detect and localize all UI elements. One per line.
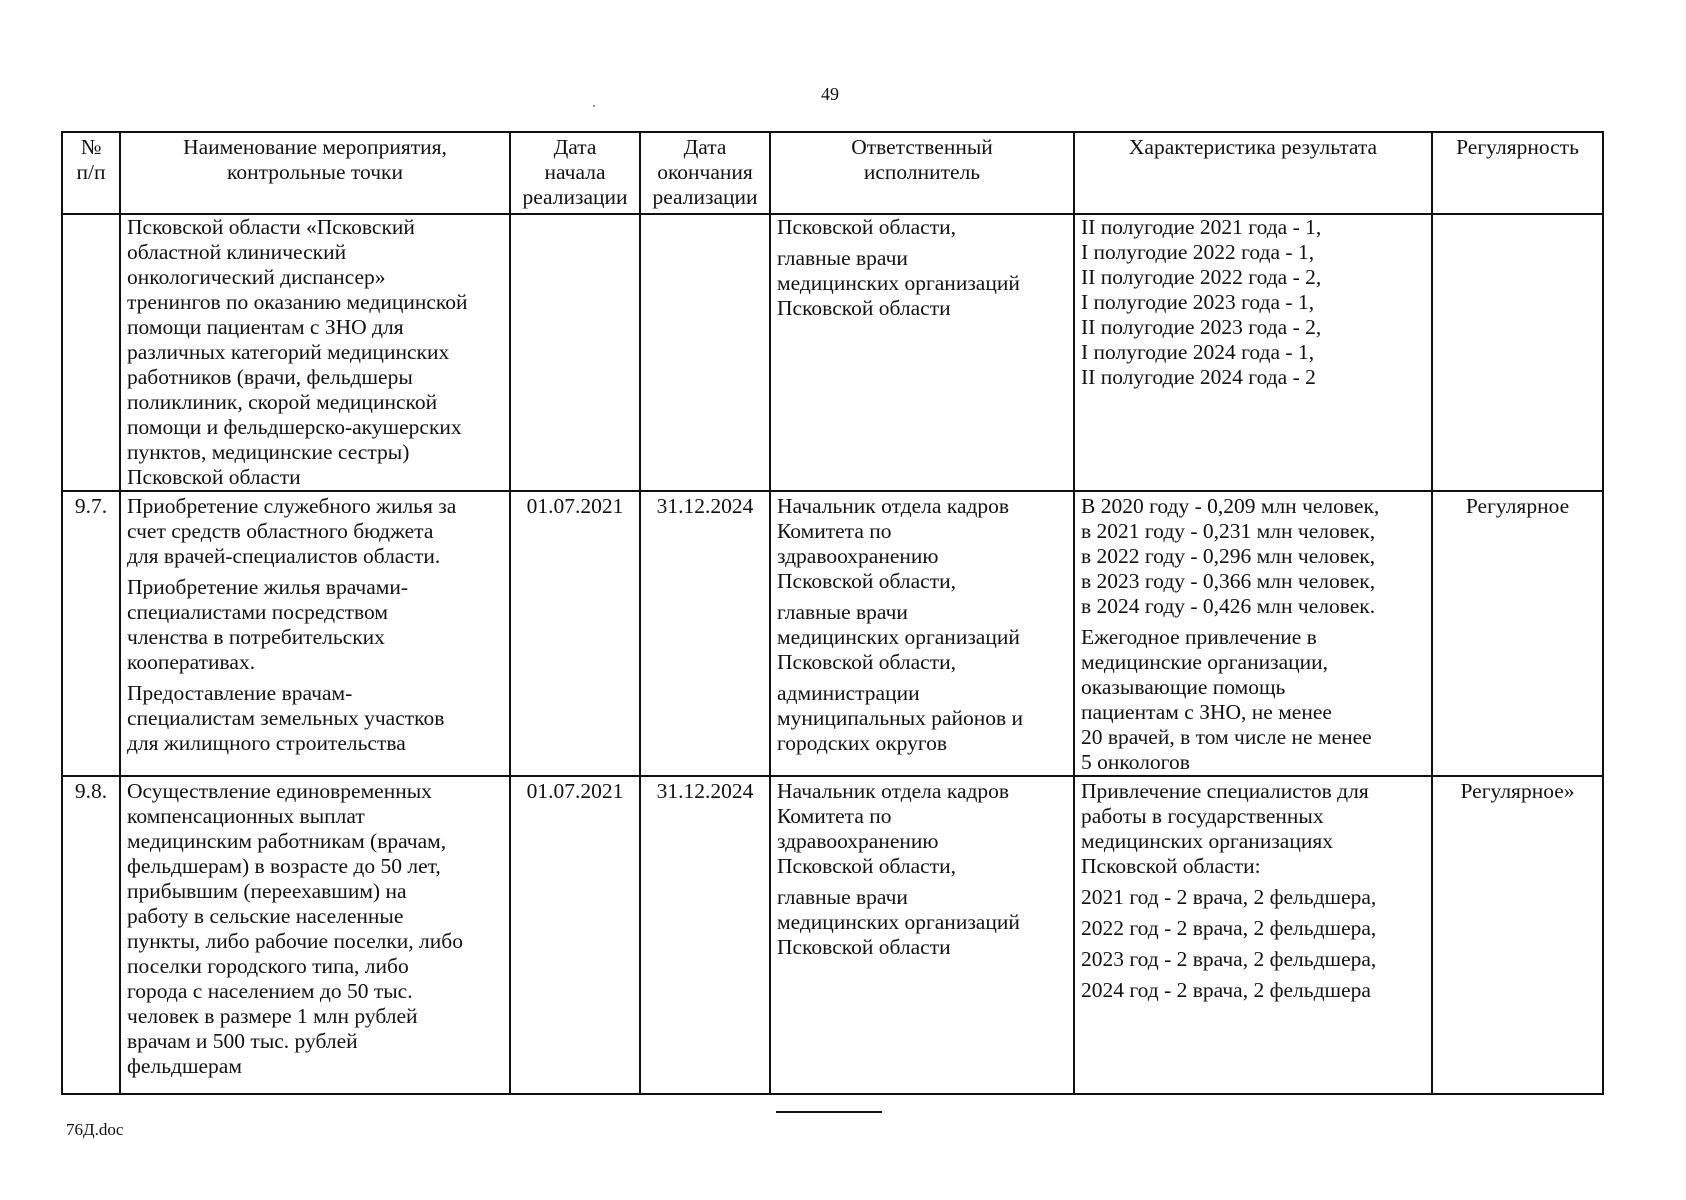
- responsible-executor-line: главные врачи: [777, 246, 908, 270]
- responsible-executor: [770, 776, 1074, 1094]
- result-description-paragraph: [1081, 215, 1425, 390]
- activity-name-line: специалистам земельных участков: [127, 706, 445, 730]
- activity-name-line: города с населением до 50 тыс.: [127, 979, 413, 1003]
- responsible-executor-line: Псковской области: [777, 935, 951, 959]
- result-description: [1074, 491, 1432, 776]
- activity-name: [120, 214, 510, 491]
- activity-name-line: специалистами посредством: [127, 600, 388, 624]
- responsible-executor-line: главные врачи: [777, 885, 908, 909]
- responsible-executor-line: Псковской области,: [777, 650, 956, 674]
- scan-speck: [593, 105, 595, 107]
- result-description-line: медицинские организации,: [1081, 650, 1329, 674]
- activity-name-line: фельдшерам) в возрасте до 50 лет,: [127, 854, 441, 878]
- activity-name-line: счет средств областного бюджета: [127, 519, 434, 543]
- result-description-line: Привлечение специалистов для: [1081, 779, 1369, 803]
- row-number: 9.8.: [62, 776, 120, 1094]
- header-name-line: Наименование мероприятия,: [183, 135, 447, 159]
- activity-name-line: кооперативах.: [127, 650, 256, 674]
- result-description-line: Псковской области:: [1081, 854, 1261, 878]
- activity-name-line: поселки городского типа, либо: [127, 954, 409, 978]
- responsible-executor-line: Псковской области: [777, 296, 951, 320]
- activity-name-line: Осуществление единовременных: [127, 779, 432, 803]
- result-description-line: II полугодие 2023 года - 2,: [1081, 315, 1322, 339]
- activity-name-line: компенсационных выплат: [127, 804, 365, 828]
- activity-name-line: помощи и фельдшерско-акушерских: [127, 415, 462, 439]
- activity-name-line: пунктов, медицинские сестры): [127, 440, 410, 464]
- activity-name-line: работников (врачи, фельдшеры: [127, 365, 413, 389]
- result-description-line: II полугодие 2024 года - 2: [1081, 365, 1316, 389]
- result-description-line: 2022 год - 2 врача, 2 фельдшера,: [1081, 916, 1377, 940]
- responsible-executor-paragraph: [777, 681, 1067, 756]
- result-description-line: 20 врачей, в том числе не менее: [1081, 725, 1372, 749]
- result-description-line: 2021 год - 2 врача, 2 фельдшера,: [1081, 885, 1377, 909]
- result-description-line: в 2023 году - 0,366 млн человек,: [1081, 569, 1376, 593]
- row-number: 9.7.: [62, 491, 120, 776]
- header-end-date-line: Дата: [683, 135, 727, 159]
- responsible-executor-line: Псковской области,: [777, 569, 956, 593]
- result-description-line: I полугодие 2024 года - 1,: [1081, 340, 1315, 364]
- header-result: [1074, 132, 1432, 214]
- result-description-line: медицинских организациях: [1081, 829, 1334, 853]
- start-date: 01.07.2021: [510, 776, 640, 1094]
- responsible-executor-line: медицинских организаций: [777, 271, 1020, 295]
- end-date: [640, 214, 770, 491]
- header-end-date-line: реализации: [652, 185, 758, 209]
- header-name-line: контрольные точки: [227, 160, 403, 184]
- activity-name-line: Предоставление врачам-: [127, 681, 353, 705]
- activity-name-paragraph: [127, 215, 503, 490]
- responsible-executor-line: здравоохранению: [777, 544, 939, 568]
- regularity: Регулярное: [1432, 491, 1603, 776]
- table-header-row: [62, 132, 1603, 214]
- result-description-line: I полугодие 2022 года - 1,: [1081, 240, 1315, 264]
- header-number: [62, 132, 120, 214]
- activity-name-line: человек в размере 1 млн рублей: [127, 1004, 418, 1028]
- page-number: 49: [821, 84, 839, 104]
- footer-filename: 76Д.doc: [66, 1120, 124, 1139]
- regularity: Регулярное»: [1432, 776, 1603, 1094]
- table-body: [62, 214, 1603, 1094]
- activity-name-line: работу в сельские населенные: [127, 904, 404, 928]
- result-description-paragraph: [1081, 885, 1425, 910]
- activity-name-line: пункты, либо рабочие поселки, либо: [127, 929, 463, 953]
- result-description-line: В 2020 году - 0,209 млн человек,: [1081, 494, 1380, 518]
- activity-name-line: медицинским работникам (врачам,: [127, 829, 447, 853]
- responsible-executor-line: Псковской области,: [777, 215, 956, 239]
- responsible-executor-line: Псковской области,: [777, 854, 956, 878]
- result-description-paragraph: [1081, 916, 1425, 941]
- header-regularity: [1432, 132, 1603, 214]
- end-date: 31.12.2024: [640, 776, 770, 1094]
- responsible-executor-paragraph: [777, 600, 1067, 675]
- result-description-line: оказывающие помощь: [1081, 675, 1286, 699]
- activity-name: [120, 491, 510, 776]
- responsible-executor-paragraph: [777, 215, 1067, 240]
- header-name: [120, 132, 510, 214]
- header-end-date: [640, 132, 770, 214]
- activity-name-line: онкологический диспансер»: [127, 265, 386, 289]
- responsible-executor-paragraph: [777, 885, 1067, 960]
- result-description-paragraph: [1081, 947, 1425, 972]
- activity-name-paragraph: [127, 575, 503, 675]
- activity-name-line: поликлиник, скорой медицинской: [127, 390, 438, 414]
- activity-name-line: тренингов по оказанию медицинской: [127, 290, 468, 314]
- activity-name-line: различных категорий медицинских: [127, 340, 450, 364]
- activity-name-line: членства в потребительских: [127, 625, 385, 649]
- responsible-executor-line: Начальник отдела кадров: [777, 494, 1010, 518]
- responsible-executor-line: Комитета по: [777, 519, 892, 543]
- header-start-date: [510, 132, 640, 214]
- start-date: [510, 214, 640, 491]
- start-date: 01.07.2021: [510, 491, 640, 776]
- result-description-line: Ежегодное привлечение в: [1081, 625, 1317, 649]
- header-number-line: №: [80, 135, 102, 159]
- activities-table: [61, 131, 1604, 1095]
- header-start-date-line: начала: [544, 160, 606, 184]
- table-row: [62, 776, 1603, 1094]
- result-description-paragraph: [1081, 978, 1425, 1003]
- activity-name-paragraph: [127, 494, 503, 569]
- result-description-line: 5 онкологов: [1081, 750, 1190, 774]
- separator-line: [776, 1111, 882, 1113]
- activity-name-line: областной клинический: [127, 240, 347, 264]
- responsible-executor-paragraph: [777, 779, 1067, 879]
- activity-name-line: Псковской области «Псковский: [127, 215, 415, 239]
- result-description-line: в 2021 году - 0,231 млн человек,: [1081, 519, 1376, 543]
- regularity: [1432, 214, 1603, 491]
- responsible-executor-paragraph: [777, 246, 1067, 321]
- activity-name-line: для врачей-специалистов области.: [127, 544, 441, 568]
- responsible-executor-line: администрации: [777, 681, 920, 705]
- header-result-line: Характеристика результата: [1128, 135, 1378, 159]
- activity-name-line: Псковской области: [127, 465, 301, 489]
- result-description-paragraph: [1081, 779, 1425, 879]
- result-description-line: в 2024 году - 0,426 млн человек.: [1081, 594, 1376, 618]
- table-row: [62, 491, 1603, 776]
- responsible-executor-line: Комитета по: [777, 804, 892, 828]
- header-start-date-line: Дата: [553, 135, 597, 159]
- activity-name-line: врачам и 500 тыс. рублей: [127, 1029, 358, 1053]
- header-regularity-line: Регулярность: [1456, 135, 1579, 159]
- responsible-executor-line: главные врачи: [777, 600, 908, 624]
- header-number-line: п/п: [76, 160, 106, 184]
- result-description: [1074, 214, 1432, 491]
- responsible-executor-line: здравоохранению: [777, 829, 939, 853]
- activity-name-paragraph: [127, 779, 503, 1079]
- activity-name-line: фельдшерам: [127, 1054, 242, 1078]
- result-description-line: работы в государственных: [1081, 804, 1324, 828]
- activity-name-line: Приобретение служебного жилья за: [127, 494, 457, 518]
- responsible-executor: [770, 491, 1074, 776]
- responsible-executor-line: медицинских организаций: [777, 625, 1020, 649]
- result-description-line: I полугодие 2023 года - 1,: [1081, 290, 1315, 314]
- activity-name-line: помощи пациентам с ЗНО для: [127, 315, 404, 339]
- result-description: [1074, 776, 1432, 1094]
- activity-name-line: Приобретение жилья врачами-: [127, 575, 409, 599]
- activity-name: [120, 776, 510, 1094]
- responsible-executor-line: муниципальных районов и: [777, 706, 1024, 730]
- activity-name-line: для жилищного строительства: [127, 731, 406, 755]
- row-number: [62, 214, 120, 491]
- responsible-executor-line: Начальник отдела кадров: [777, 779, 1010, 803]
- result-description-line: в 2022 году - 0,296 млн человек,: [1081, 544, 1376, 568]
- activity-name-line: прибывшим (переехавшим) на: [127, 879, 407, 903]
- result-description-line: II полугодие 2022 года - 2,: [1081, 265, 1322, 289]
- result-description-line: 2023 год - 2 врача, 2 фельдшера,: [1081, 947, 1377, 971]
- activity-name-paragraph: [127, 681, 503, 756]
- result-description-paragraph: [1081, 625, 1425, 775]
- result-description-line: 2024 год - 2 врача, 2 фельдшера: [1081, 978, 1371, 1002]
- responsible-executor-paragraph: [777, 494, 1067, 594]
- responsible-executor-line: медицинских организаций: [777, 910, 1020, 934]
- result-description-line: пациентам с ЗНО, не менее: [1081, 700, 1332, 724]
- responsible-executor: [770, 214, 1074, 491]
- header-start-date-line: реализации: [522, 185, 628, 209]
- header-responsible: [770, 132, 1074, 214]
- header-responsible-line: исполнитель: [863, 160, 981, 184]
- header-end-date-line: окончания: [657, 160, 753, 184]
- result-description-paragraph: [1081, 494, 1425, 619]
- table-row: [62, 214, 1603, 491]
- responsible-executor-line: городских округов: [777, 731, 948, 755]
- result-description-line: II полугодие 2021 года - 1,: [1081, 215, 1322, 239]
- end-date: 31.12.2024: [640, 491, 770, 776]
- header-responsible-line: Ответственный: [851, 135, 993, 159]
